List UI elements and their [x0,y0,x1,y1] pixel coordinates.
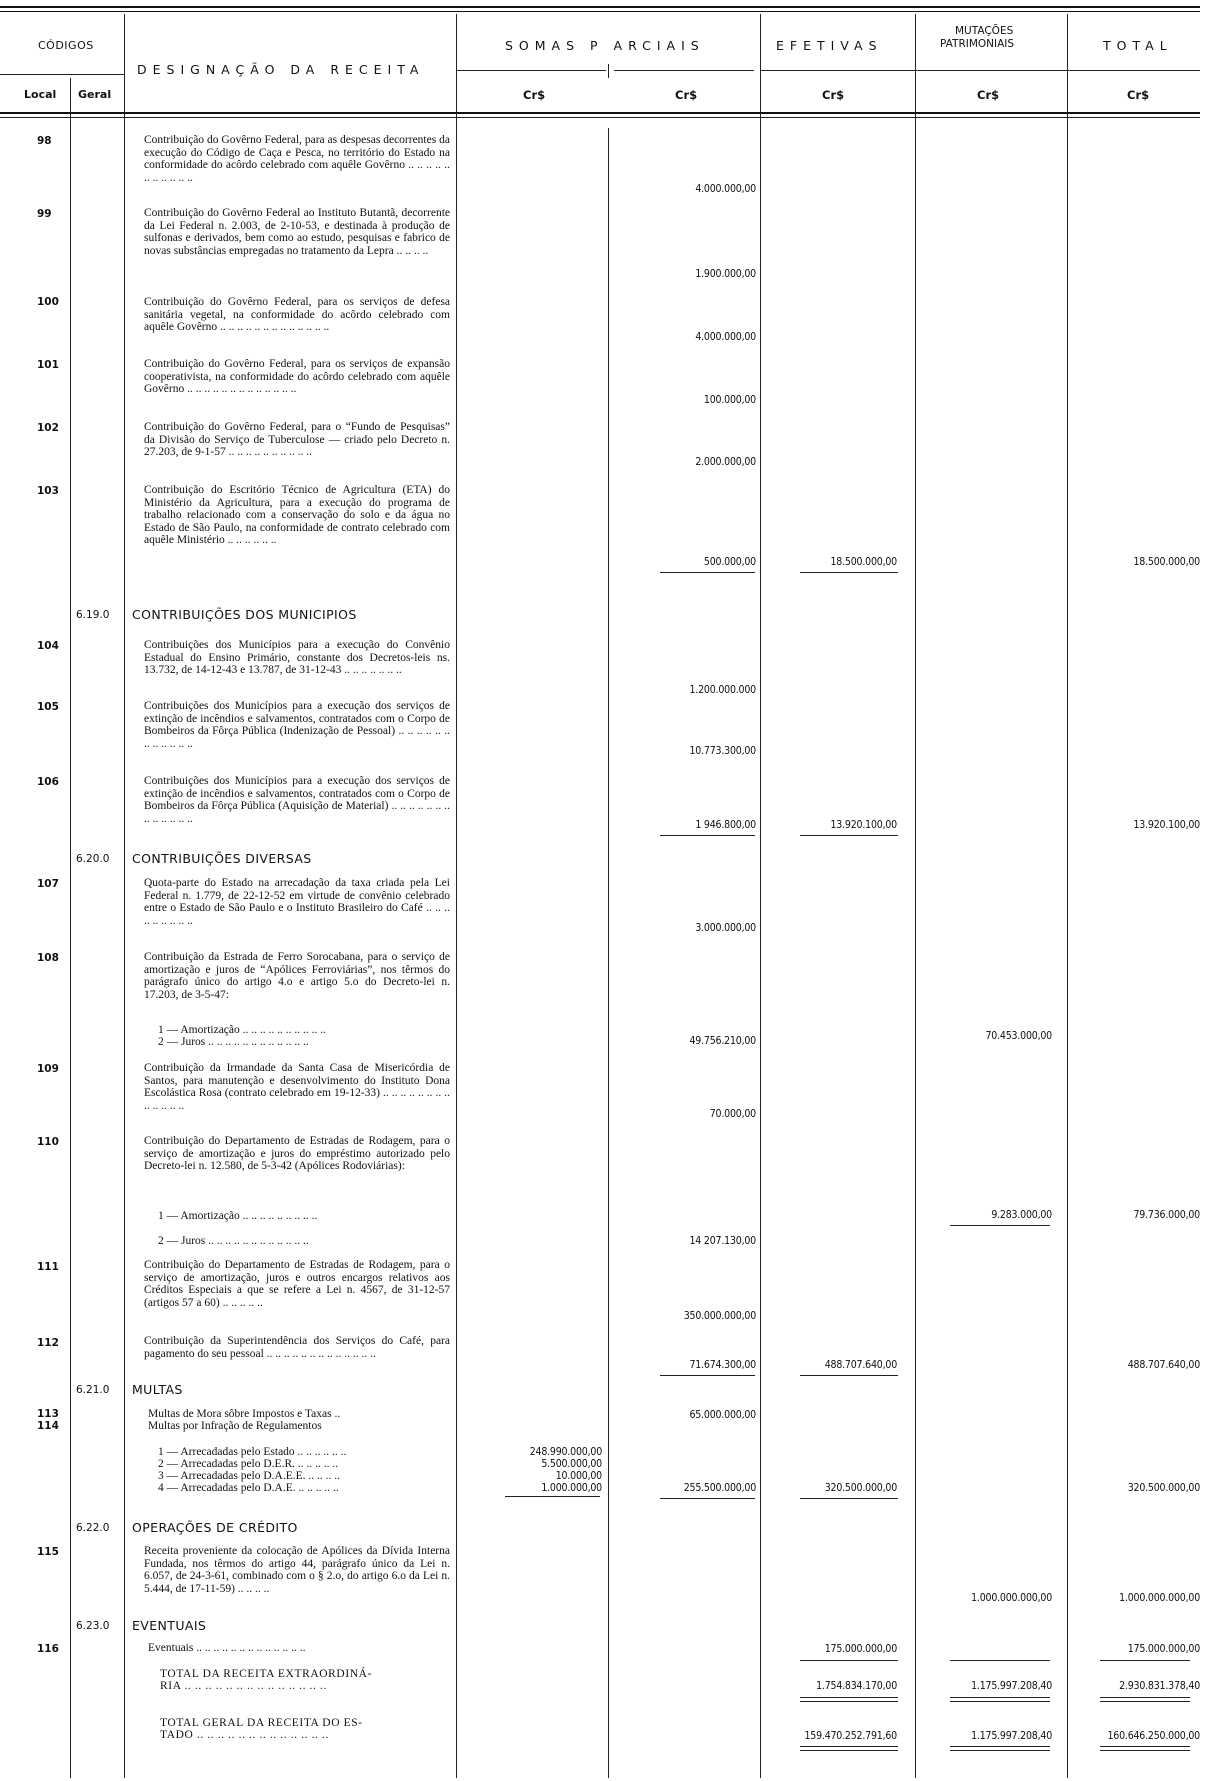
item-114-value-4: 1.000.000,00 [541,1482,602,1494]
section-619-title: CONTRIBUIÇÕES DOS MUNICIPIOS [132,607,357,622]
header-somas-parciais: SOMAS P ARCIAIS [505,38,705,53]
item-104-somas: 1.200.000.000 [689,684,756,696]
item-114-value-3: 10.000,00 [555,1470,602,1482]
item-109-description: Contribuição da Irmandade da Santa Casa de Misericórdia de Santos, para manutenção e desenvolvimento do Instituto Dona Escolástica Rosa (contrato celebrado em 19-12-33) .. .. .. .. .. .. .. .. .. .. .. .. .. [144,1062,450,1112]
section-620-title: CONTRIBUIÇÕES DIVERSAS [132,851,312,866]
item-114-sub-1: 1 — Arrecadadas pelo Estado .. .. .. .. .. .. [158,1446,347,1458]
item-110-somas: 14 207.130,00 [689,1235,756,1247]
item-114-sub-2: 2 — Arrecadadas pelo D.E.R. .. .. .. .. .. [158,1458,339,1470]
item-103-description: Contribuição do Escritório Técnico de Agricultura (ETA) do Ministério da Agricultura, para a execução do programa de trabalho relacionado com a conservação do solo e da água no Estado de São Paulo, na conformidade de contrato celebrado com aquêle Ministério .. .. .. .. .. .. [144,484,450,547]
section-623-code: 6.23.0 [76,1620,110,1632]
code-104: 104 [37,640,59,652]
code-109: 109 [37,1063,59,1075]
currency-efetivas: Cr$ [822,88,845,102]
section-622-code: 6.22.0 [76,1522,110,1534]
code-113: 113 [37,1408,59,1420]
code-110: 110 [37,1136,59,1148]
item-116-efetivas: 175.000.000,00 [824,1643,897,1655]
item-113-line: Multas de Mora sôbre Impostos e Taxas .. [148,1408,341,1420]
item-105-description: Contribuições dos Municípios para a execução dos serviços de extinção de incêndios e salvamentos, contratados com o Corpo de Bombeiros da Fôrça Pública (Indenização de Pessoal) .. .. .. .. .. .. .. .. .. .. .. .. [144,700,450,750]
item-110-total: 79.736.000,00 [1133,1209,1200,1221]
code-98: 98 [37,135,52,147]
currency-total: Cr$ [1127,88,1150,102]
code-102: 102 [37,422,59,434]
item-114-total: 320.500.000,00 [1127,1482,1200,1494]
total-geral-efetivas: 159.470.252.791,60 [804,1730,897,1742]
item-99-description: Contribuição do Govêrno Federal ao Instituto Butantã, decorrente da Lei Federal n. 2.003, de 2-10-53, e destinada à produção de sulfonas e derivados, bem como ao estudo, pesquisas e fabrico de novas substâncias empregadas no tratamento da Lepra .. .. .. .. [144,207,450,257]
item-112-total: 488.707.640,00 [1127,1359,1200,1371]
item-102-description: Contribuição do Govêrno Federal, para o “Fundo de Pesquisas” da Divisão do Serviço de Tuberculose — criado pelo Decreto n. 27.203, de 9-1-57 .. .. .. .. .. .. .. .. .. .. [144,421,450,459]
item-98-description: Contribuição do Govêrno Federal, para as despesas decorrentes da execução do Código de Caça e Pesca, no território do Estado na conformidade do acôrdo celebrado com aquêle Govêrno .. .. .. .. .. .. .. .. .. .. .. [144,134,450,184]
total-extra-total: 2.930.831.378,40 [1119,1680,1200,1692]
item-104-description: Contribuições dos Municípios para a execução do Convênio Estadual do Ensino Primário, constante dos Decretos-leis ns. 13.732, de 14-12-43 e 13.787, de 31-12-43 .. .. .. .. .. .. .. [144,639,450,677]
total-geral-mutacoes: 1.175.997.208,40 [971,1730,1052,1742]
item-103-efetivas: 18.500.000,00 [830,556,897,568]
item-108-sub-2: 2 — Juros .. .. .. .. .. .. .. .. .. .. .. .. [158,1036,309,1048]
code-115: 115 [37,1546,59,1558]
code-99: 99 [37,208,52,220]
item-99-somas: 1.900.000,00 [695,268,756,280]
total-extra-efetivas: 1.754.834.170,00 [816,1680,897,1692]
code-108: 108 [37,952,59,964]
section-619-code: 6.19.0 [76,609,110,621]
item-106-total: 13.920.100,00 [1133,819,1200,831]
item-114-line: Multas por Infração de Regulamentos [148,1420,322,1432]
header-local: Local [24,88,57,101]
item-101-somas: 100.000,00 [703,394,756,406]
header-mutacoes: MUTAÇÕES [955,25,1014,37]
item-114-sub-3: 3 — Arrecadadas pelo D.A.E.E. .. .. .. .. [158,1470,341,1482]
item-114-value-1: 248.990.000,00 [529,1446,602,1458]
item-114-value-2: 5.500.000,00 [541,1458,602,1470]
currency-somas-1: Cr$ [523,88,546,102]
item-103-somas: 500.000,00 [703,556,756,568]
header-patrimoniais: PATRIMONIAIS [940,38,1015,50]
code-107: 107 [37,878,59,890]
item-108-mutacoes: 70.453.000,00 [985,1030,1052,1042]
item-110-mutacoes: 9.283.000,00 [991,1209,1052,1221]
item-114-efetivas: 320.500.000,00 [824,1482,897,1494]
code-103: 103 [37,485,59,497]
header-codigos: CÓDIGOS [38,39,94,52]
total-geral-total: 160.646.250.000,00 [1107,1730,1200,1742]
section-621-title: MULTAS [132,1382,183,1397]
item-110-description: Contribuição do Departamento de Estradas de Rodagem, para o serviço de amortização e juros do empréstimo autorizado pelo Decreto-lei n. 12.580, de 5-3-42 (Apólices Rodoviárias): [144,1135,450,1173]
header-efetivas: EFETIVAS [776,38,883,53]
item-107-description: Quota-parte do Estado na arrecadação da taxa criada pela Lei Federal n. 1.779, de 22-12-52 em virtude de convênio celebrado entre o Estado de São Paulo e o Instituto Brasileiro do Café .. .. .. .. .. .. .. .. .. [144,877,450,927]
item-108-description: Contribuição da Estrada de Ferro Sorocabana, para o serviço de amortização e juros de “Apólices Ferroviárias”, nos têrmos do parágrafo único do artigo 4.o e artigo 5.o do Decreto-lei n. 17.203, de 3-5-47: [144,951,450,1001]
header-total: TOTAL [1103,38,1173,53]
item-115-total: 1.000.000.000,00 [1119,1592,1200,1604]
item-114-somas: 255.500.000,00 [683,1482,756,1494]
total-geral-label-1: TOTAL GERAL DA RECEITA DO ES- [160,1717,363,1729]
section-621-code: 6.21.0 [76,1384,110,1396]
item-116-total: 175.000.000,00 [1127,1643,1200,1655]
code-106: 106 [37,776,59,788]
total-extra-label-2: RIA .. .. .. .. .. .. .. .. .. .. .. .. .. .. [160,1680,327,1692]
item-105-somas: 10.773.300,00 [689,745,756,757]
item-111-somas: 350.000.000,00 [683,1310,756,1322]
item-116-description: Eventuais .. .. .. .. .. .. .. .. .. .. .. .. .. [148,1642,306,1654]
currency-mutacoes: Cr$ [977,88,1000,102]
item-112-description: Contribuição da Superintendência dos Serviços do Café, para pagamento do seu pessoal .. .. .. .. .. .. .. .. .. .. .. .. .. [144,1335,450,1360]
code-100: 100 [37,296,59,308]
item-110-sub-1: 1 — Amortização .. .. .. .. .. .. .. .. .. [158,1210,318,1222]
item-112-somas: 71.674.300,00 [689,1359,756,1371]
item-110-sub-2: 2 — Juros .. .. .. .. .. .. .. .. .. .. .. .. [158,1235,309,1247]
item-114-sub-4: 4 — Arrecadadas pelo D.A.E. .. .. .. .. .. [158,1482,339,1494]
item-106-efetivas: 13.920.100,00 [830,819,897,831]
code-105: 105 [37,701,59,713]
item-100-somas: 4.000.000,00 [695,331,756,343]
item-115-description: Receita proveniente da colocação de Apólices da Dívida Interna Fundada, nos têrmos do artigo 44, parágrafo único da Lei n. 6.057, de 24-3-61, combinado com o § 2.o, do artigo 6.o da Lei n. 5.444, de 17-11-59) .. .. .. .. [144,1545,450,1595]
item-102-somas: 2.000.000,00 [695,456,756,468]
item-111-description: Contribuição do Departamento de Estradas de Rodagem, para o serviço de amortização, juros e outros encargos relativos aos Créditos Especiais a que se refere a Lei n. 4567, de 31-12-57 (artigos 57 a 60) .. .. .. .. .. [144,1259,450,1309]
code-112: 112 [37,1337,59,1349]
currency-somas-2: Cr$ [675,88,698,102]
section-622-title: OPERAÇÕES DE CRÉDITO [132,1520,298,1535]
item-100-description: Contribuição do Govêrno Federal, para os serviços de defesa sanitária vegetal, na conformidade do acôrdo celebrado com aquêle Govêrno .. .. .. .. .. .. .. .. .. .. .. .. .. [144,296,450,334]
total-extra-mutacoes: 1.175.997.208,40 [971,1680,1052,1692]
section-620-code: 6.20.0 [76,853,110,865]
item-103-total: 18.500.000,00 [1133,556,1200,568]
item-112-efetivas: 488.707.640,00 [824,1359,897,1371]
code-101: 101 [37,359,59,371]
total-extra-label-1: TOTAL DA RECEITA EXTRAORDINÁ- [160,1668,373,1680]
code-114: 114 [37,1420,59,1432]
item-106-somas: 1 946.800,00 [695,819,756,831]
section-623-title: EVENTUAIS [132,1618,207,1633]
header-geral: Geral [78,88,112,101]
item-106-description: Contribuições dos Municípios para a execução dos serviços de extinção de incêndios e salvamentos, contratados com o Corpo de Bombeiros da Fôrça Pública (Aquisição de Material) .. .. .. .. .. .. .. .. .. .. .. .. .. [144,775,450,825]
code-116: 116 [37,1643,59,1655]
item-107-somas: 3.000.000,00 [695,922,756,934]
total-geral-label-2: TADO .. .. .. .. .. .. .. .. .. .. .. .. .. [160,1729,329,1741]
item-109-somas: 70.000,00 [709,1108,756,1120]
item-101-description: Contribuição do Govêrno Federal, para os serviços de expansão cooperativista, na conformidade do acôrdo celebrado com aquêle Govêrno .. .. .. .. .. .. .. .. .. .. .. .. .. [144,358,450,396]
item-115-mutacoes: 1.000.000.000,00 [971,1592,1052,1604]
code-111: 111 [37,1261,59,1273]
item-113-somas: 65.000.000,00 [689,1409,756,1421]
header-designacao: DESIGNAÇÃO DA RECEITA [137,62,425,77]
header-rule [0,74,124,75]
item-108-sub-1: 1 — Amortização .. .. .. .. .. .. .. .. .. .. [158,1024,327,1036]
item-98-somas: 4.000.000,00 [695,183,756,195]
item-108-somas: 49.756.210,00 [689,1035,756,1047]
